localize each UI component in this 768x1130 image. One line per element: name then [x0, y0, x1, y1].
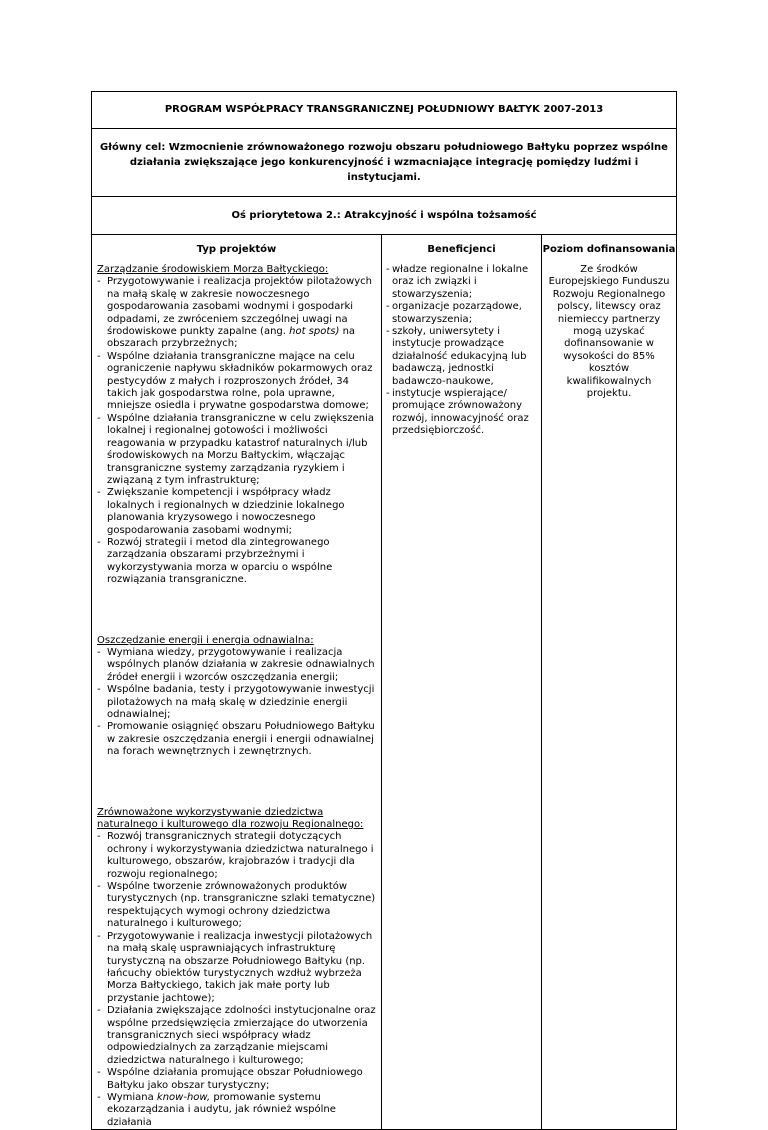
section-items	[97, 831, 376, 1129]
list-item	[97, 1092, 376, 1129]
list-item: - Działania zwiększające zdolności instytucjonalne oraz wspólne przedsięwzięcia zmierzające do utworzenia transgranicznych sieci współpracy władz odpowiedzialnych za zarządzanie miejscami dziedzictwa naturalnego i kulturowego;	[97, 1005, 376, 1067]
list-item: - Promowanie osiągnięć obszaru Południowego Bałtyku w zakresie oszczędzania energii i energii odnawialnej na forach wewnętrznych i zewnętrznych.	[97, 721, 376, 758]
list-item: - Rozwój transgranicznych strategii dotyczących ochrony i wykorzystywania dziedzictwa naturalnego i kulturowego, obszarów, krajobrazów i tradycji dla rozwoju regionalnego;	[97, 831, 376, 881]
section-energy	[97, 635, 376, 759]
beneficiaries-cell	[382, 264, 542, 1130]
section-title: Zarządzanie środowiskiem Morza Bałtyckiego:	[97, 264, 329, 275]
section-title: Zrównoważone wykorzystywanie dziedzictwa naturalnego i kulturowego dla rozwoju Regionalnego:	[97, 806, 364, 831]
list-item: - Zwiększanie kompetencji i współpracy władz lokalnych i regionalnych w dziedzinie lokalnego planowania kryzysowego i nowoczesnego gospodarowania zasobami wodnymi;	[97, 487, 376, 537]
list-item: - Rozwój strategii i metod dla zintegrowanego zarządzania obszarami przybrzeżnymi i wykorzystywania morza w oparciu o wspólne rozwiązania transgraniczne.	[97, 537, 376, 587]
program-table	[91, 91, 677, 1130]
section-items	[97, 647, 376, 759]
list-item: - Wspólne działania transgraniczne w celu zwiększenia lokalnej i regionalnej gotowości i możliwości reagowania w przypadku katastrof naturalnych i/lub środowiskowych na Morzu Bałtyckim, włączając transgraniczne systemy zarządzania ryzykiem i związaną z tym infrastrukturę;	[97, 413, 376, 487]
header-cofinancing: Poziom dofinansowania	[542, 235, 677, 265]
section-title: Oszczędzanie energii i energia odnawialna:	[97, 634, 314, 646]
header-beneficiaries: Beneficjenci	[382, 235, 542, 265]
beneficiary-item: - organizacje pozarządowe, stowarzyszenia;	[386, 301, 522, 325]
list-item: - Wspólne działania promujące obszar Południowego Bałtyku jako obszar turystyczny;	[97, 1067, 376, 1092]
list-item: - Wspólne działania transgraniczne mające na celu ograniczenie napływu składników pokarmowych oraz pestycydów z małych i rozproszonych źródeł, 34 takich jak gospodarstwa rolne, pola uprawne, mniejsze osiedla i prywatne gospodarstwa domowe;	[97, 351, 376, 413]
section-heritage	[97, 807, 376, 1130]
beneficiary-item: - władze regionalne i lokalne oraz ich związki i stowarzyszenia;	[386, 264, 529, 300]
list-item: - Przygotowywanie i realizacja inwestycji pilotażowych na małą skalę usprawniających infrastrukturę turystyczną na obszarze Południowego Bałtyku (np. łańcuchy obiektów turystycznych wzdłuż wybrzeża Morza Bałtyckiego, takich jak małe porty lub przystanie jachtowe);	[97, 931, 376, 1005]
section-items	[97, 276, 376, 586]
list-item-text: Wymiana know-how, promowanie systemu ekozarządzania i audytu, jak również wspólne działania	[107, 1091, 336, 1128]
section-environment	[97, 264, 376, 587]
project-types-cell	[92, 264, 382, 1130]
header-project-type: Typ projektów	[92, 235, 382, 265]
list-item-text: Przygotowywanie i realizacja projektów pilotażowych na małą skalę w zakresie nowoczesnego gospodarowania zasobami wodnymi i gospodarki odpadami, ze zwróceniem szczególnej uwagi na środowiskowe punkty zapalne (ang. hot spots) na obszarach przybrzeżnych;	[107, 276, 372, 350]
priority-axis: Oś priorytetowa 2.: Atrakcyjność i wspólna tożsamość	[92, 197, 677, 235]
beneficiary-item: - instytucje wspierające/ promujące zrównoważony rozwój, innowacyjność oraz przedsiębiorczość.	[386, 388, 529, 437]
program-title: PROGRAM WSPÓŁPRACY TRANSGRANICZNEJ POŁUDNIOWY BAŁTYK 2007-2013	[92, 92, 677, 129]
beneficiary-item: - szkoły, uniwersytety i instytucje prowadzące działalność edukacyjną lub badawczą, jednostki badawczo-naukowe,	[386, 326, 527, 387]
main-goal: Główny cel: Wzmocnienie zrównoważonego rozwoju obszaru południowego Bałtyku poprzez wspólne działania zwiększające jego konkurencyjność i wzmacniające integrację pomiędzy ludźmi i instytucjami.	[92, 129, 677, 197]
cofinancing-cell: Ze środków Europejskiego Funduszu Rozwoju Regionalnego polscy, litewscy oraz niemieccy partnerzy mogą uzyskać dofinansowanie w wysokości do 85% kosztów kwalifikowalnych projektu.	[542, 264, 677, 1130]
list-item: - Wspólne badania, testy i przygotowywanie inwestycji pilotażowych na małą skalę w dziedzinie energii odnawialnej;	[97, 684, 376, 721]
list-item: - Wymiana wiedzy, przygotowywanie i realizacja wspólnych planów działania w zakresie odnawialnych źródeł energii i wzorców oszczędzania energii;	[97, 647, 376, 684]
list-item: - Wspólne tworzenie zrównoważonych produktów turystycznych (np. transgraniczne szlaki tematyczne) respektujących wymogi ochrony dziedzictwa naturalnego i kulturowego;	[97, 881, 376, 931]
list-item	[97, 276, 376, 350]
document-page	[91, 91, 676, 1130]
